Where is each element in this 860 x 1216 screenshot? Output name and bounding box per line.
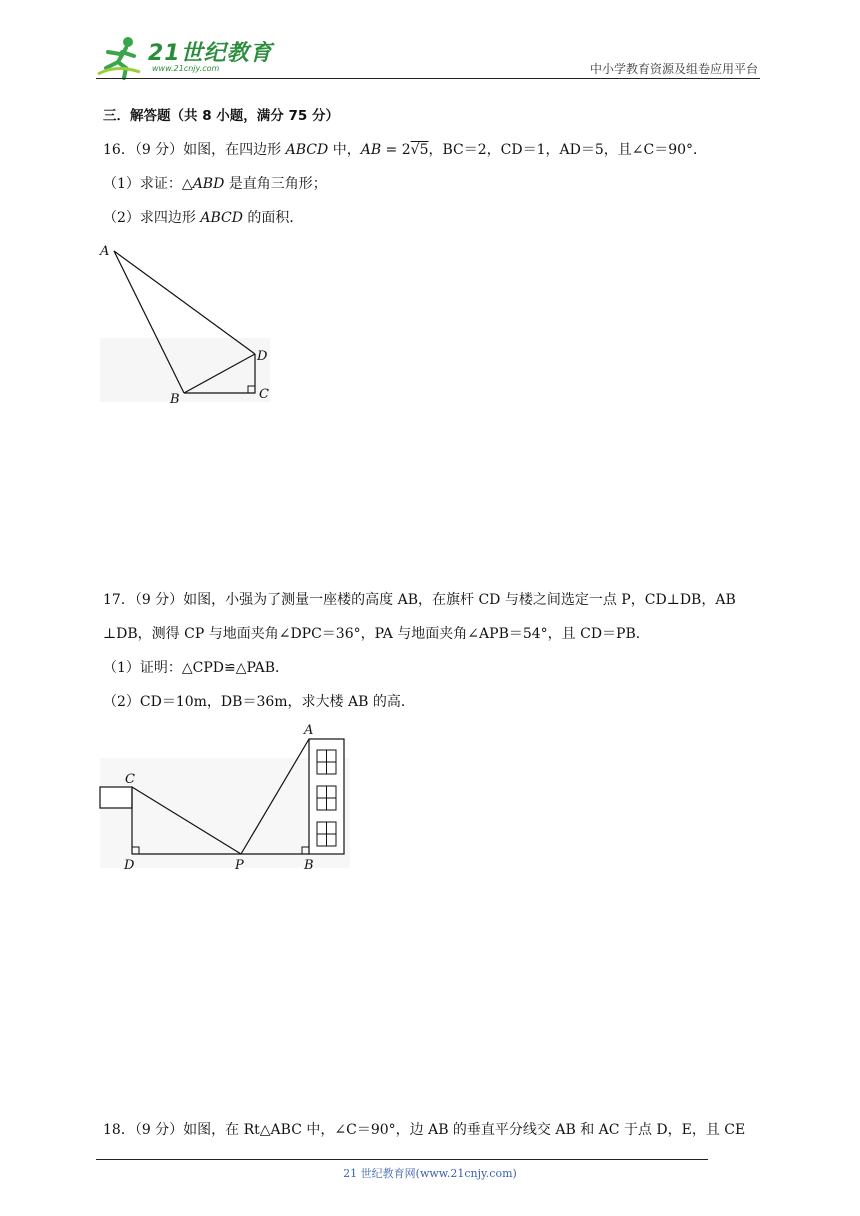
- q16-eq1: = 2: [381, 142, 411, 158]
- q16-number: 16．: [103, 142, 135, 158]
- label-C: C: [259, 387, 269, 402]
- header-divider: [96, 78, 760, 79]
- q16-part2: （2）求四边形 ABCD 的面积．: [103, 210, 304, 226]
- q16-score: （9 分）如图，在四边形: [134, 142, 286, 158]
- label-C: C: [125, 772, 135, 787]
- q17-line1: 17．（9 分）如图，小强为了测量一座楼的高度 AB，在旗杆 CD 与楼之间选定一点 P，CD⊥DB，AB: [103, 592, 736, 608]
- label-B: B: [170, 392, 180, 407]
- logo-text: 21世纪教育: [148, 41, 273, 66]
- q17-part2: （2）CD＝10m，DB＝36m，求大楼 AB 的高．: [103, 694, 415, 710]
- q16-figure: [96, 238, 286, 408]
- label-D: D: [124, 858, 135, 873]
- q16-quad: ABCD: [285, 142, 329, 158]
- footer-divider: [96, 1159, 708, 1160]
- runner-logo-icon: [96, 34, 146, 80]
- footer-link[interactable]: 21 世纪教育网(www.21cnjy.com): [343, 1167, 517, 1180]
- label-A: A: [100, 244, 110, 259]
- label-A: A: [304, 723, 314, 738]
- flag: [100, 787, 132, 808]
- q17-part1: （1）证明：△CPD≌△PAB．: [103, 660, 290, 676]
- page-header: [96, 34, 760, 80]
- label-B: B: [304, 858, 314, 873]
- section-title: 三．解答题（共 8 小题，满分 75 分）: [103, 108, 339, 124]
- logo: [96, 34, 276, 80]
- label-D: D: [257, 349, 268, 364]
- q16-sqrt: √5: [410, 142, 429, 158]
- platform-name: 中小学教育资源及组卷应用平台: [589, 62, 758, 76]
- q16-stem: [103, 140, 707, 160]
- label-P: P: [235, 858, 244, 873]
- q18-line1: 18．（9 分）如图，在 Rt△ABC 中，∠C＝90°，边 AB 的垂直平分线交 AB 和 AC 于点 D，E，且 CE: [103, 1122, 746, 1138]
- q16-mid: 中，: [328, 142, 361, 158]
- q16-rest: ，BC＝2，CD＝1，AD＝5，且∠C＝90°．: [428, 142, 708, 158]
- q17-figure: [96, 718, 356, 878]
- q17-line2: ⊥DB，测得 CP 与地面夹角∠DPC＝36°，PA 与地面夹角∠APB＝54°，且 CD＝PB．: [103, 626, 650, 642]
- q16-part1: （1）求证：△ABD 是直角三角形；: [103, 176, 327, 192]
- q16-ab: AB: [360, 142, 382, 158]
- logo-url: www.21cnjy.com: [152, 64, 220, 73]
